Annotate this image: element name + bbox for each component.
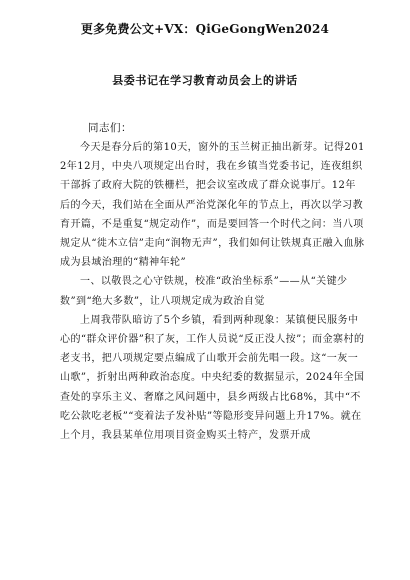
- section-heading-1: 一、以敬畏之心守铁规，校准“政治坐标系”——从“关键少数”到“绝大多数”，让八项规定成为政治自觉: [60, 276, 348, 307]
- paragraph-section-1: 上周我带队暗访了5个乡镇，看到两种现象：某镇便民服务中心的“群众评价器”积了灰，工作人员说“反正没人按”；而金寨村的老支书，把八项规定要点编成了山歌开会前先唱一段。这“一灰一山歌”，折射出两种政治态度。中央纪委的数据显示，2024年全国查处的享乐主义、奢靡之风问题中，县乡两级占比68%，其中“不吃公款吃老板”“变着法子发补贴”等隐形变异问题上升17%。就在上个月，我县某单位用项目资金购买土特产，发票开成: [60, 314, 365, 442]
- paragraph-intro: 今天是春分后的第10天，窗外的玉兰树正抽出新芽。记得2012年12月，中央八项规定出台时，我在乡镇当党委书记，连夜组织干部拆了政府大院的铁栅栏，把会议室改成了群众说事厅。12年后的今天，我们站在全面从严治党深化年的节点上，再次以学习教育开篇，不是重复“规定动作”，而是要回答一个时代之问：当八项规定从“徙木立信”走向“润物无声”，我们如何让铁规真正融入血脉成为县域治理的“精神年轮”: [60, 142, 365, 269]
- promo-header: 更多免费公文+VX：QiGeGongWen2024: [80, 22, 330, 36]
- speech-body: [60, 138, 366, 445]
- salutation: 同志们：: [88, 122, 132, 134]
- speech-title: 县委书记在学习教育动员会上的讲话: [112, 74, 298, 87]
